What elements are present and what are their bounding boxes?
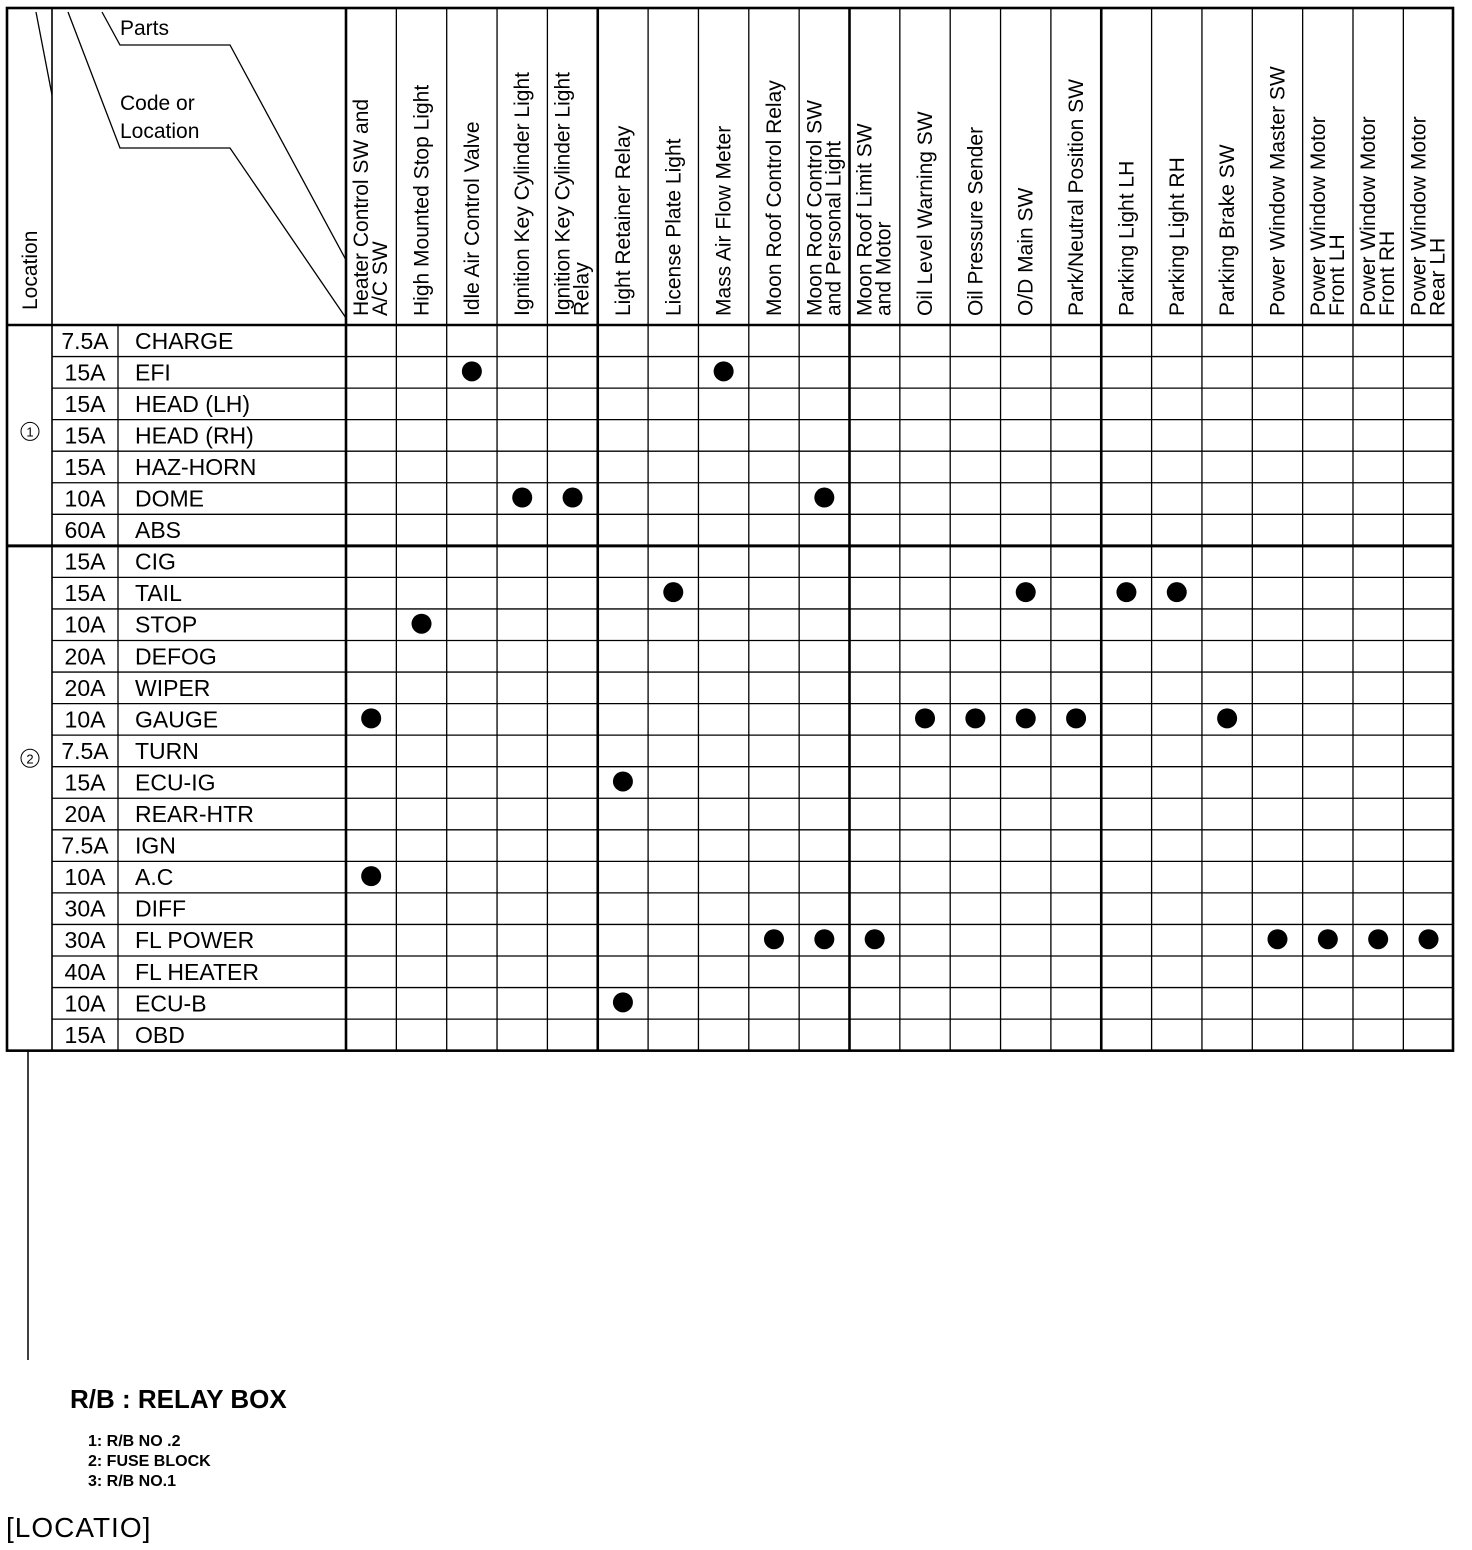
part-header-label: Oil Level Warning SW (914, 111, 937, 316)
fuse-code: HEAD (RH) (135, 422, 254, 449)
amp-rating: 7.5A (61, 832, 109, 859)
connection-dot (361, 866, 381, 886)
amp-rating: 15A (64, 1021, 106, 1048)
part-header-label: Park/Neutral Position SW (1065, 79, 1089, 316)
amp-rating: 20A (64, 643, 106, 670)
part-header-label: Relay (570, 262, 594, 316)
connection-dot (764, 929, 784, 949)
corner-code-label: Code or (120, 92, 195, 115)
part-header-label: Idle Air Control Valve (460, 121, 484, 316)
fuse-code: HEAD (LH) (135, 390, 251, 417)
connection-dot (1016, 582, 1036, 602)
connection-dot (1116, 582, 1136, 602)
legend-item: 2: FUSE BLOCK (88, 1453, 211, 1470)
connection-dot (965, 708, 985, 728)
location-marker-number: 2 (26, 751, 34, 767)
amp-rating: 7.5A (61, 737, 109, 764)
connection-dot (1217, 708, 1237, 728)
footer-location-label: [LOCATIO] (6, 1512, 152, 1543)
legend-item: 1: R/B NO .2 (88, 1433, 181, 1450)
legend-title: R/B : RELAY BOX (70, 1384, 287, 1414)
part-header-label: Heater Control SW and (350, 98, 374, 316)
corner-parts-label: Parts (120, 17, 170, 40)
fuse-code: OBD (135, 1021, 185, 1048)
amp-rating: 7.5A (61, 327, 109, 354)
fuse-code: ECU-B (135, 990, 207, 1017)
connection-dot (361, 708, 381, 728)
part-header-label: Parking Light RH (1165, 157, 1189, 316)
part-header-label: High Mounted Stop Light (410, 84, 434, 316)
part-header-label: Power Window Motor (1357, 116, 1381, 316)
fuse-code: STOP (135, 611, 198, 638)
part-header-label: License Plate Light (662, 138, 686, 316)
fuse-code: DEFOG (135, 643, 217, 670)
connection-dot (1066, 708, 1086, 728)
fuse-code: HAZ-HORN (135, 453, 257, 480)
corner-location-label: Location (120, 120, 200, 143)
part-header-label: Power Window Motor (1306, 116, 1330, 316)
part-header-label: Ignition Key Cylinder Light (511, 72, 535, 316)
part-header-label: Rear LH (1426, 237, 1450, 316)
part-header-label: Power Window Motor (1407, 116, 1431, 316)
connection-dot (663, 582, 683, 602)
part-header-label: Moon Roof Limit SW (853, 123, 877, 316)
amp-rating: 15A (64, 390, 106, 417)
connection-dot (512, 488, 532, 508)
fuse-code: ECU-IG (135, 769, 216, 796)
part-header-label: Ignition Key Cylinder Light (551, 72, 575, 316)
amp-rating: 10A (64, 485, 106, 512)
connection-dot (814, 929, 834, 949)
amp-rating: 15A (64, 453, 106, 480)
fuse-code: EFI (135, 359, 171, 386)
amp-rating: 10A (64, 706, 106, 733)
fuse-code: FL HEATER (135, 958, 259, 985)
connection-dot (412, 614, 432, 634)
part-header-label: Mass Air Flow Meter (712, 125, 736, 316)
part-header-label: Parking Light LH (1115, 160, 1139, 316)
connection-dot (814, 488, 834, 508)
amp-rating: 30A (64, 895, 106, 922)
legend-list (88, 1432, 211, 1492)
fuse-code: REAR-HTR (135, 801, 254, 828)
amp-rating: 10A (64, 864, 106, 891)
amp-rating: 20A (64, 801, 106, 828)
amp-rating: 15A (64, 580, 106, 607)
amp-rating: 15A (64, 422, 106, 449)
amp-rating: 30A (64, 927, 106, 954)
connection-dot (1318, 929, 1338, 949)
connection-dot (1016, 708, 1036, 728)
connection-dot (613, 771, 633, 791)
part-header-label: Parking Brake SW (1216, 144, 1240, 316)
fuse-code: CIG (135, 548, 176, 575)
fuse-code: TURN (135, 737, 199, 764)
connection-dot (714, 361, 734, 381)
part-header-label: and Motor (872, 221, 896, 316)
connection-dot (1368, 929, 1388, 949)
part-header-label: Front LH (1325, 234, 1349, 316)
part-header-label: Light Retainer Relay (611, 125, 635, 316)
connection-dot (1267, 929, 1287, 949)
fuse-code: TAIL (135, 580, 182, 607)
amp-rating: 10A (64, 990, 106, 1017)
amp-rating: 15A (64, 548, 106, 575)
part-header-label: Moon Roof Control SW (803, 100, 827, 316)
location-leader-line (36, 12, 52, 95)
fuse-code: ABS (135, 517, 182, 544)
fuse-code: WIPER (135, 674, 211, 701)
location-marker-number: 1 (26, 424, 34, 440)
amp-rating: 15A (64, 359, 106, 386)
legend-item: 3: R/B NO.1 (88, 1473, 177, 1490)
connection-dot (613, 992, 633, 1012)
amp-rating: 10A (64, 611, 106, 638)
amp-rating: 60A (64, 517, 106, 544)
fuse-code: CHARGE (135, 327, 234, 354)
fuse-code: IGN (135, 832, 176, 859)
connection-dot (865, 929, 885, 949)
fuse-code: GAUGE (135, 706, 219, 733)
amp-rating: 40A (64, 958, 106, 985)
connection-dot (1419, 929, 1439, 949)
part-header-label: Power Window Master SW (1266, 66, 1290, 316)
location-axis-label: Location (19, 230, 42, 310)
connection-dot (1167, 582, 1187, 602)
part-header-label: and Personal Light (822, 140, 846, 316)
part-header-label: Oil Pressure Sender (964, 126, 988, 316)
part-header-label: Front RH (1376, 230, 1400, 316)
code-leader-line (68, 12, 346, 318)
part-header-label: A/C SW (369, 241, 393, 316)
connection-dot (563, 488, 583, 508)
connection-dot (915, 708, 935, 728)
part-header-label: O/D Main SW (1014, 187, 1038, 316)
fuse-code: FL POWER (135, 927, 255, 954)
fuse-code: A.C (135, 864, 174, 891)
part-header-label: Moon Roof Control Relay (763, 80, 786, 316)
connection-dot (462, 361, 482, 381)
amp-rating: 20A (64, 674, 106, 701)
amp-rating: 15A (64, 769, 106, 796)
fuse-code: DOME (135, 485, 204, 512)
fuse-code: DIFF (135, 895, 187, 922)
